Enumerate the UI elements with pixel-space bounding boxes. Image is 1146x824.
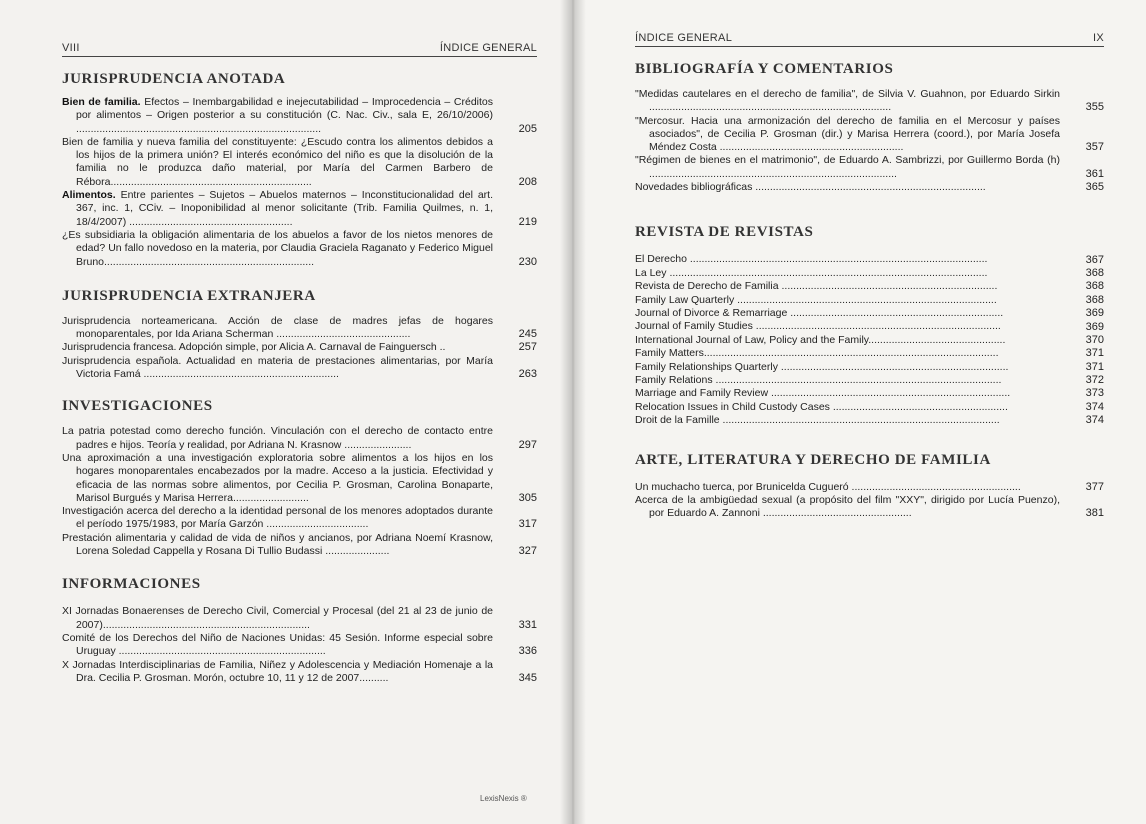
page-number: IX: [1093, 32, 1104, 44]
toc-entry: [62, 425, 537, 452]
entry-text: El Derecho ......................................................................................................: [635, 253, 988, 266]
toc-entry: [62, 659, 537, 686]
entry-text: Relocation Issues in Child Custody Cases ............................................................: [635, 400, 1008, 413]
entry-text: Family Law Quarterly .........................................................................................: [635, 293, 997, 306]
entry-text: Un muchacho tuerca, por Brunicelda Cugueró ..........................................................: [635, 480, 1021, 493]
toc-entry: [635, 267, 1104, 280]
toc-entry: [635, 307, 1104, 320]
toc-entry: [635, 280, 1104, 293]
entry-page-number: 368: [1085, 293, 1104, 306]
toc-entry: [62, 341, 537, 354]
toc-entry: [62, 355, 537, 382]
toc-entry: [62, 632, 537, 659]
toc-list: [635, 88, 1104, 194]
section-title: ARTE, LITERATURA Y DERECHO DE FAMILIA: [635, 451, 991, 468]
toc-entry: [62, 315, 537, 342]
toc-list: [62, 96, 537, 269]
entry-page-number: 345: [518, 671, 537, 684]
running-header: [62, 42, 537, 57]
entry-page-number: 373: [1085, 387, 1104, 400]
entry-page-number: 305: [518, 491, 537, 504]
toc-entry: [635, 334, 1104, 347]
entry-page-number: 372: [1085, 374, 1104, 387]
entry-text: Entre parientes – Sujetos – Abuelos maternos – Inconstitucionalidad del art. 367, inc. 1, CCiv. – Inoponibilidad al menor solicitante (Trib. Familia Quilmes, n. 1, 18/4/2007) ........................................................: [76, 189, 493, 228]
toc-entry: [635, 320, 1104, 333]
entry-page-number: 377: [1085, 480, 1104, 493]
entry-page-number: 317: [518, 518, 537, 531]
book-gutter-shadow: [560, 0, 586, 824]
toc-entry: [635, 88, 1104, 115]
toc-entry: [635, 347, 1104, 360]
entry-page-number: 297: [518, 438, 537, 451]
entry-page-number: 371: [1085, 347, 1104, 360]
section-title: JURISPRUDENCIA EXTRANJERA: [62, 287, 316, 304]
entry-page-number: 369: [1085, 307, 1104, 320]
publisher-footer: LexisNexis ®: [480, 794, 527, 803]
toc-list: [635, 481, 1104, 521]
entry-page-number: 367: [1085, 253, 1104, 266]
entry-page-number: 368: [1085, 280, 1104, 293]
entry-page-number: 331: [518, 618, 537, 631]
running-header-title: ÍNDICE GENERAL: [635, 32, 733, 44]
entry-page-number: 230: [518, 255, 537, 268]
entry-text: Jurisprudencia norteamericana. Acción de clase de madres jefas de hogares monoparentales, por Ida Ariana Scherman ..............................................: [62, 314, 493, 341]
toc-entry: [635, 387, 1104, 400]
running-header: [635, 32, 1104, 47]
right-page: [573, 0, 1146, 824]
running-header-title: ÍNDICE GENERAL: [439, 42, 537, 54]
toc-entry: [62, 96, 537, 136]
entry-text: "Régimen de bienes en el matrimonio", de Eduardo A. Sambrizzi, por Guillermo Borda (h) .....................................................................................: [635, 154, 1060, 180]
entry-text: Family Matters.....................................................................................................: [635, 347, 999, 360]
toc-entry: [635, 294, 1104, 307]
entry-page-number: 368: [1085, 266, 1104, 279]
entry-page-number: 257: [518, 341, 537, 354]
entry-page-number: 374: [1085, 414, 1104, 427]
entry-text: Efectos – Inembargabilidad e inejecutabilidad – Improcedencia – Créditos por alimentos – Origen posterior a su constitución (C. Nac. Civ., sala E, 26/10/2006) ....................................................................................: [76, 96, 493, 135]
entry-page-number: 371: [1085, 360, 1104, 373]
entry-text: Una aproximación a una investigación exploratoria sobre alimentos a los hijos en los hogares monoparentales encabezados por la madre. Acceso a la justicia. Efectividad y eficacia de las normas sobre alimentos, por Cecilia P. Grosman, Carolina Bonaparte, Marisol Burgués y Marisa Herrera..........................: [62, 451, 493, 504]
entry-page-number: 369: [1085, 320, 1104, 333]
section-title: INVESTIGACIONES: [62, 398, 213, 415]
section-title: REVISTA DE REVISTAS: [635, 224, 814, 241]
entry-page-number: 357: [1085, 141, 1104, 154]
entry-page-number: 365: [1085, 181, 1104, 194]
section-title: BIBLIOGRAFÍA Y COMENTARIOS: [635, 61, 894, 77]
page-number: VIII: [62, 42, 80, 54]
toc-entry: [635, 401, 1104, 414]
toc-entry: [62, 605, 537, 632]
toc-entry: [635, 361, 1104, 374]
toc-entry: [635, 494, 1104, 521]
entry-text: Acerca de la ambigüedad sexual (a propósito del film "XXY", dirigido por Lucía Puenzo), por Eduardo A. Zannoni ...................................................: [635, 493, 1060, 520]
entry-page-number: 355: [1085, 101, 1104, 114]
toc-entry: [635, 253, 1104, 266]
toc-list: [635, 253, 1104, 427]
entry-page-number: 205: [518, 122, 537, 135]
entry-text: Journal of Family Studies ....................................................................................: [635, 320, 1001, 333]
entry-text: Family Relationships Quarterly ..............................................................................: [635, 360, 1009, 373]
entry-page-number: 361: [1085, 167, 1104, 180]
entry-lead: Alimentos.: [62, 189, 116, 202]
entry-lead: Bien de familia.: [62, 96, 141, 108]
entry-text: Marriage and Family Review ..................................................................................: [635, 387, 1011, 400]
section-title: JURISPRUDENCIA ANOTADA: [62, 71, 286, 87]
entry-page-number: 219: [518, 215, 537, 228]
entry-text: Revista de Derecho de Familia ..........................................................................: [635, 280, 998, 293]
toc-entry: [635, 481, 1104, 494]
entry-text: Investigación acerca del derecho a la identidad personal de los menores adoptados durante el período 1975/1983, por María Garzón ...................................: [62, 505, 493, 531]
toc-entry: [635, 115, 1104, 155]
entry-page-number: 245: [518, 328, 537, 341]
toc-entry: [62, 189, 537, 229]
entry-text: Droit de la Famille ...............................................................................................: [635, 414, 1000, 427]
entry-text: X Jornadas Interdisciplinarias de Familia, Niñez y Adolescencia y Mediación Homenaje a la Dra. Cecilia P. Grosman. Morón, octubre 10, 11 y 12 de 2007..........: [62, 658, 493, 684]
entry-text: Prestación alimentaria y calidad de vida de niños y ancianos, por Adriana Noemí Krasnow, Lorena Soledad Cappella y Rosana Di Tullio Budassi ......................: [62, 531, 493, 558]
toc-entry: [62, 532, 537, 559]
entry-text: Bien de familia y nueva familia del constituyente: ¿Escudo contra los alimentos debidos a los hijos de la primera unión? El interés económico del niño es que la disolución de la familia no le produzca daño material, por María del Carmen Barbero de Rébora.....................................................................: [62, 135, 493, 188]
toc-entry: [635, 181, 1104, 194]
entry-text: Novedades bibliográficas ...............................................................................: [635, 181, 986, 194]
entry-text: XI Jornadas Bonaerenses de Derecho Civil, Comercial y Procesal (del 21 al 23 de junio de 2007).......................................................................: [62, 605, 493, 631]
toc-entry: [62, 229, 537, 269]
toc-list: [62, 425, 537, 558]
entry-text: La Ley .............................................................................................................: [635, 266, 988, 279]
toc-entry: [62, 136, 537, 189]
entry-text: ¿Es subsidiaria la obligación alimentaria de los abuelos a favor de los nietos menores de edad? Un fallo novedoso en la materia, por Claudia Graciela Raganato y Federico Miguel Bruno........................................................................: [62, 228, 493, 268]
entry-page-number: 263: [518, 368, 537, 381]
toc-entry: [62, 505, 537, 532]
entry-page-number: 336: [518, 645, 537, 658]
entry-text: Jurisprudencia española. Actualidad en materia de prestaciones alimentarias, por María Victoria Famá ...................................................................: [62, 354, 493, 381]
entry-text: Journal of Divorce & Remarriage .........................................................................: [635, 307, 1004, 320]
toc-entry: [635, 154, 1104, 181]
entry-page-number: 208: [518, 175, 537, 188]
toc-list: [62, 315, 537, 381]
entry-page-number: 374: [1085, 400, 1104, 413]
entry-text: Comité de los Derechos del Niño de Naciones Unidas: 45 Sesión. Informe especial sobre Uruguay .......................................................................: [62, 631, 493, 658]
toc-list: [62, 605, 537, 685]
toc-entry: [635, 414, 1104, 427]
entry-text: "Medidas cautelares en el derecho de familia", de Silvia V. Guahnon, por Eduardo Sirkin ...................................................................................: [635, 88, 1060, 114]
entry-text: Jurisprudencia francesa. Adopción simple, por Alicia A. Carnaval de Fainguersch ..: [62, 341, 446, 354]
toc-entry: [62, 452, 537, 505]
entry-text: International Journal of Law, Policy and the Family...............................................: [635, 333, 1006, 346]
entry-text: "Mercosur. Hacia una armonización del derecho de familia en el Mercosur y países asociados", de Cecilia P. Grosman (dir.) y Marisa Herrera (coord.), por María Josefa Méndez Costa ...............................................................: [635, 114, 1060, 154]
entry-page-number: 381: [1085, 507, 1104, 520]
entry-text: La patria potestad como derecho función. Vinculación con el derecho de contacto entre padres e hijos. Teoría y realidad, por Adriana N. Krasnow .......................: [62, 425, 493, 451]
toc-entry: [635, 374, 1104, 387]
entry-text: Family Relations ..................................................................................................: [635, 373, 1002, 386]
entry-page-number: 370: [1085, 333, 1104, 346]
entry-page-number: 327: [518, 545, 537, 558]
section-title: INFORMACIONES: [62, 576, 201, 593]
